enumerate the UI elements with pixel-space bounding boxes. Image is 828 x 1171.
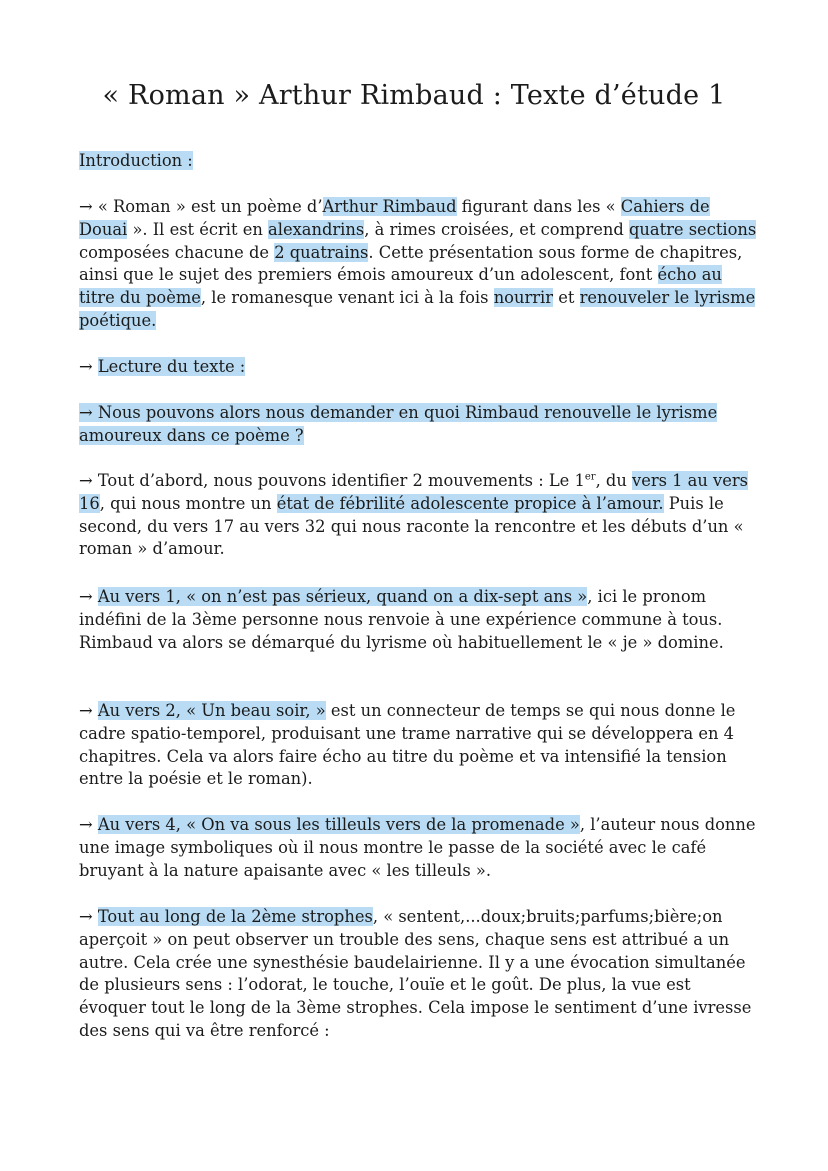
highlight-nourrir: nourrir (493, 288, 554, 308)
text: , qui nous montre un (99, 493, 277, 513)
highlight-author: Arthur Rimbaud (322, 197, 457, 216)
arrow: → (79, 815, 98, 834)
text: Puis le second, du vers 17 au vers 32 qui nous raconte la rencontre et les débuts d’un « roman » d’amour. (79, 493, 744, 559)
text: , l’auteur nous donne une image symboliques où il nous montre le passe de la société avec le café bruyant à la nature apaisante avec « les tilleuls ». (79, 815, 756, 880)
highlight-sections: quatre sections (628, 219, 757, 239)
reading-heading-text: Lecture du texte : (97, 357, 246, 376)
intro-heading-text: Introduction : (79, 151, 193, 170)
highlight-collection: Cahiers de Douai (79, 197, 710, 239)
text: est un connecteur de temps se qui nous donne le cadre spatio-temporel, produisant une trame narrative qui se développera en 4 chapitres. Cela va alors faire écho au titre du poème et va intensifié la tension entre la poésie et le roman). (79, 701, 736, 789)
text: composées chacune de (79, 242, 275, 262)
paragraph-vers-4 (79, 814, 759, 882)
arrow: → (79, 357, 98, 376)
text: , du (595, 471, 632, 490)
highlight-febrilite: état de fébrilité adolescente propice à l’amour. (276, 493, 664, 513)
text: , à rimes croisées, et comprend (364, 219, 629, 239)
text: , le romanesque venant ici à la fois (200, 288, 494, 308)
highlight-quatrains: 2 quatrains (274, 242, 369, 262)
problematic-question (79, 402, 759, 448)
arrow: → (79, 907, 98, 926)
paragraph-movements (79, 470, 759, 561)
text: , « sentent,...doux;bruits;parfums;bière;on aperçoit » on peut observer un trouble des sens, chaque sens est attribué a un autre. Cela crée une synesthésie baudelairienne. Il y a une évocation simultanée de plusieurs sens : l’odorat, le touche, l’ouïe et le goût. De plus, la vue est évoquer tout le long de la 3ème strophes. Cela impose le sentiment d’une ivresse des sens qui va être renforcé : (79, 907, 752, 1040)
highlight-verses: vers 1 au vers 16 (79, 471, 749, 513)
highlight-strophe-2: Tout au long de la 2ème strophes (97, 907, 373, 926)
arrow: → (79, 701, 98, 720)
superscript: er (584, 471, 596, 483)
text: → « Roman » est un poème d’ (79, 197, 323, 216)
highlight-lyrisme: renouveler le lyrisme poétique. (79, 288, 756, 330)
text: . Cette présentation sous forme de chapitres, ainsi que le sujet des premiers émois amoureux d’un adolescent, font (79, 242, 743, 285)
intro-heading (79, 150, 759, 173)
reading-heading (79, 356, 759, 379)
paragraph-vers-2 (79, 700, 759, 791)
text: , ici le pronom indéfini de la 3ème personne nous renvoie à une expérience commune à tous. Rimbaud va alors se démarqué du lyrisme où habituellement le « je » domine. (79, 587, 724, 652)
paragraph-vers-1 (79, 586, 759, 654)
highlight-vers-2: Au vers 2, « Un beau soir, » (97, 701, 326, 720)
text: figurant dans les « (456, 197, 621, 216)
paragraph-strophe-2 (79, 906, 759, 1043)
text: → Tout d’abord, nous pouvons identifier 2 mouvements : Le 1 (79, 471, 585, 490)
highlight-alexandrins: alexandrins (268, 219, 365, 239)
highlight-vers-4: Au vers 4, « On va sous les tilleuls vers de la promenade » (97, 815, 580, 834)
text: ». Il est écrit en (127, 219, 269, 239)
question-text: → Nous pouvons alors nous demander en quoi Rimbaud renouvelle le lyrisme amoureux dans ce poème ? (79, 403, 718, 445)
arrow: → (79, 587, 98, 606)
text: et (553, 288, 580, 308)
paragraph-intro (79, 196, 759, 333)
highlight-vers-1: Au vers 1, « on n’est pas sérieux, quand on a dix-sept ans » (97, 587, 588, 606)
page-title: « Roman » Arthur Rimbaud : Texte d’étude 1 (102, 80, 726, 111)
highlight-echo: écho au titre du poème (79, 265, 722, 308)
